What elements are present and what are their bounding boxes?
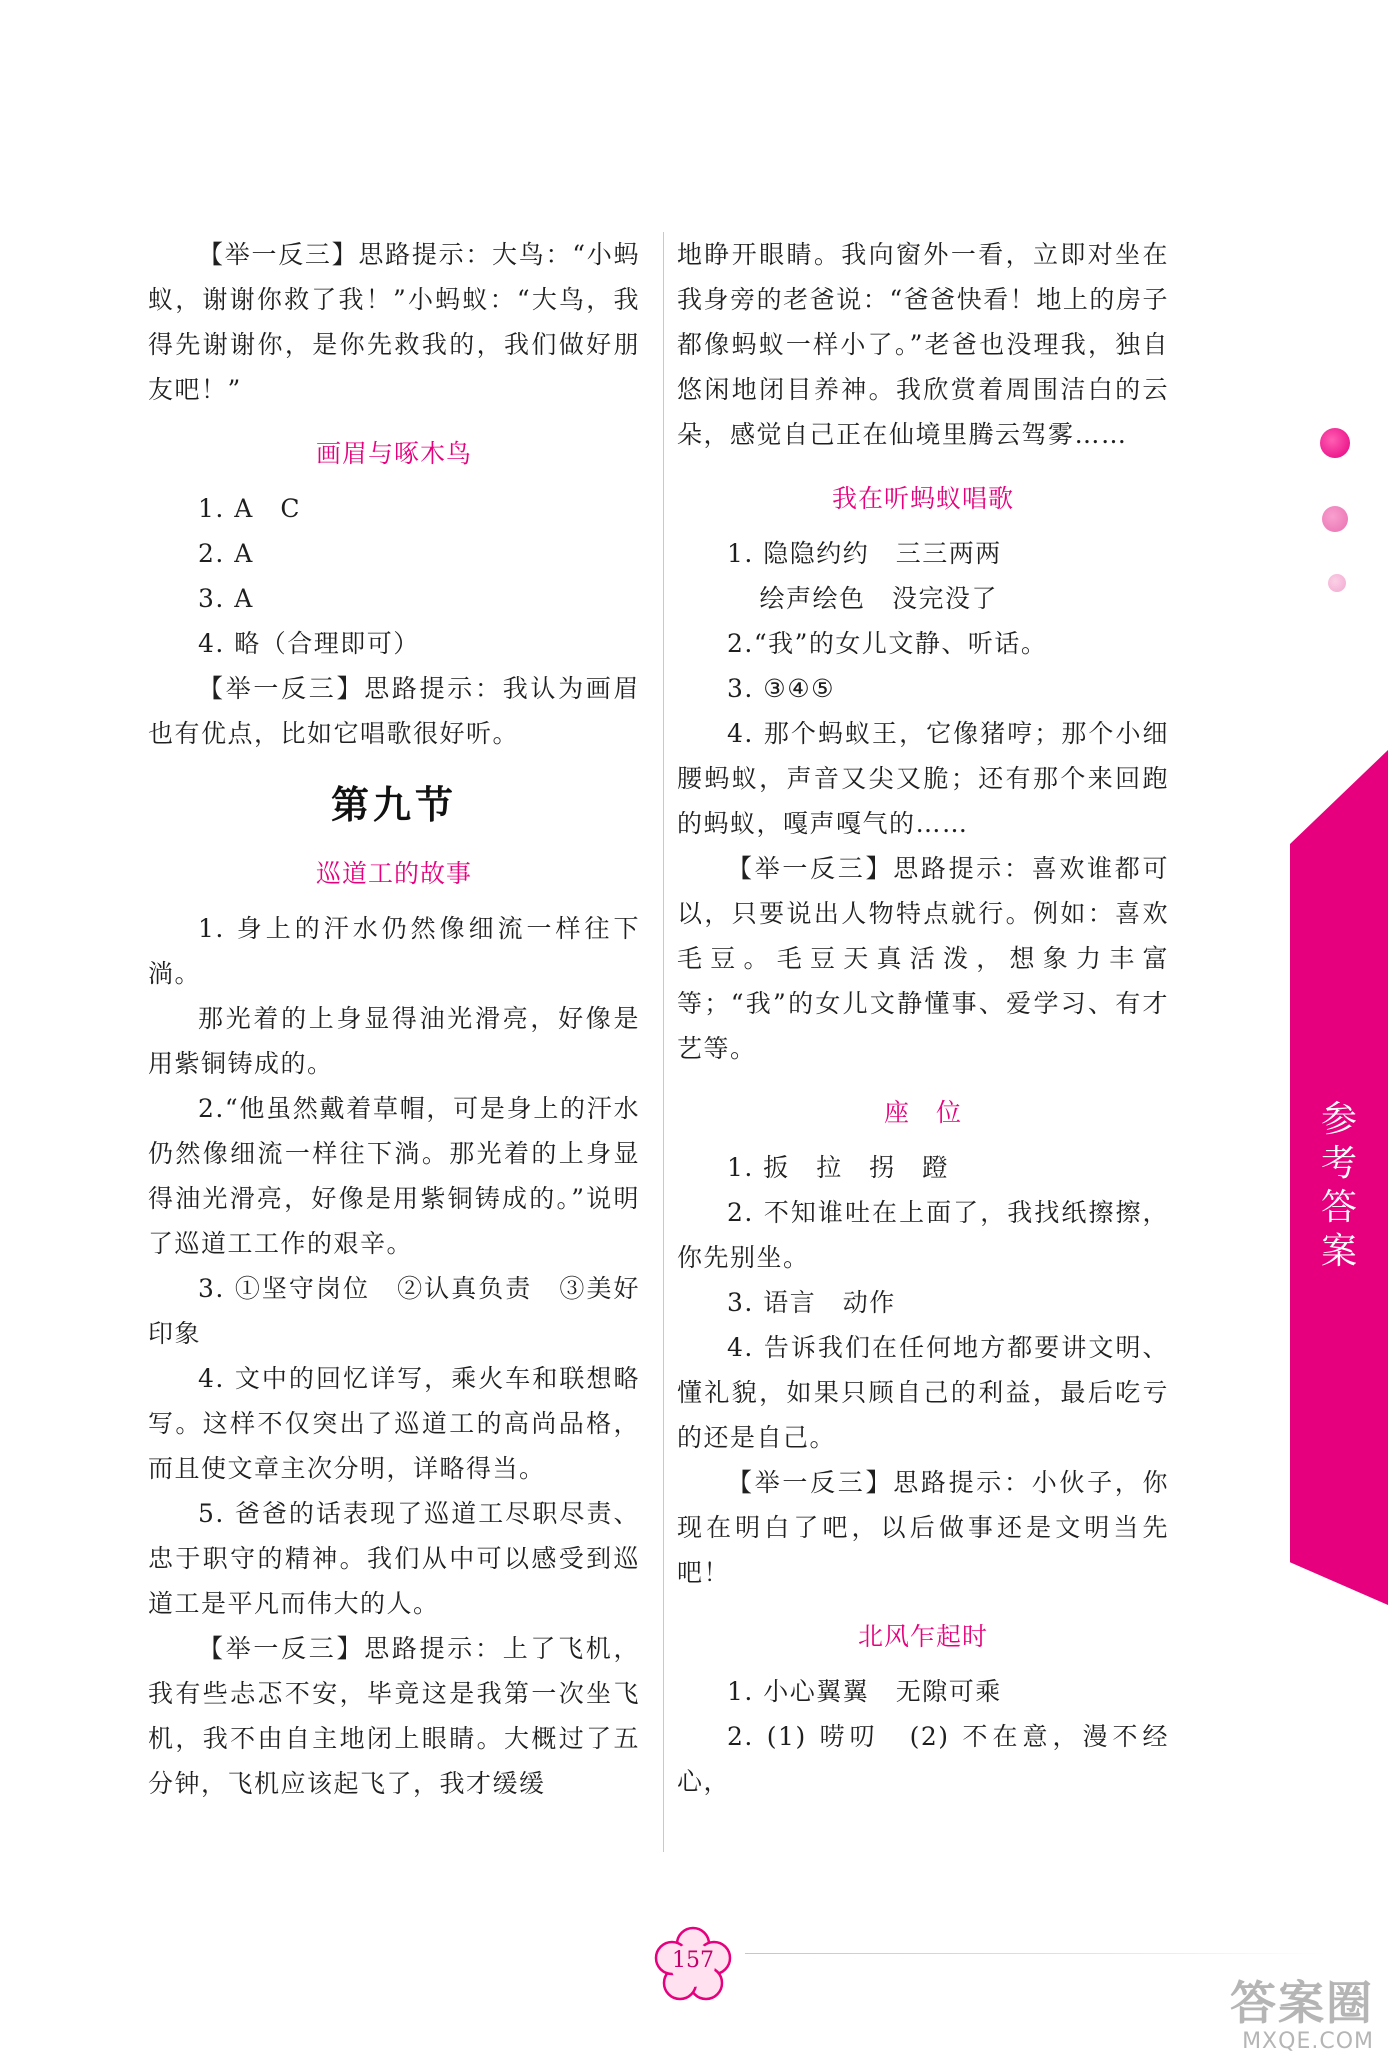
answer-paragraph: 地睁开眼睛。我向窗外一看，立即对坐在我身旁的老爸说：“爸爸快看！地上的房子都像蚂蚁一样小了。”老爸也没理我，独自悠闲地闭目养神。我欣赏着周围洁白的云朵，感觉自己正在仙境里腾云驾雾……: [677, 240, 1169, 449]
answer-paragraph: 2.“我”的女儿文静、听话。: [727, 629, 1048, 658]
answer-paragraph: 1. 隐隐约约 三三两两: [727, 539, 1002, 568]
answer-paragraph: 2. 不知谁吐在上面了，我找纸擦擦，你先别坐。: [677, 1198, 1169, 1272]
answer-paragraph: 4. 文中的回忆详写，乘火车和联想略写。这样不仅突出了巡道工的高尚品格，而且使文章主次分明，详略得当。: [148, 1364, 640, 1483]
answer-paragraph: 绘声绘色 没完没了: [759, 584, 999, 613]
answer-paragraph: 【举一反三】思路提示：我认为画眉也有优点，比如它唱歌很好听。: [148, 674, 640, 748]
chapter-title: 第九节: [330, 783, 457, 827]
answer-paragraph: 5. 爸爸的话表现了巡道工尽职尽责、忠于职守的精神。我们从中可以感受到巡道工是平凡而伟大的人。: [148, 1499, 640, 1618]
section-heading: 北风乍起时: [857, 1622, 988, 1651]
page-number-badge: [650, 1925, 736, 2003]
watermark: [1230, 1977, 1374, 2055]
watermark-title: 答案圈: [1230, 1976, 1374, 2030]
decorative-dot-medium: [1322, 506, 1348, 532]
answer-paragraph: 1. 扳 拉 拐 蹬: [727, 1153, 949, 1182]
side-tab-label: 参考答案: [1320, 1099, 1357, 1272]
left-column: [148, 232, 640, 1806]
answer-paragraph: 2. (1) 唠叨 (2) 不在意，漫不经心，: [677, 1722, 1169, 1796]
answer-paragraph: 1. A C: [198, 494, 301, 523]
decorative-dot-small: [1328, 574, 1346, 592]
answer-paragraph: 2.“他虽然戴着草帽，可是身上的汗水仍然像细流一样往下淌。那光着的上身显得油光滑亮，好像是用紫铜铸成的。”说明了巡道工工作的艰辛。: [148, 1094, 640, 1258]
section-heading: 座 位: [883, 1098, 962, 1127]
answer-paragraph: 【举一反三】思路提示：上了飞机，我有些忐忑不安，毕竟这是我第一次坐飞机，我不由自主地闭上眼睛。大概过了五分钟，飞机应该起飞了，我才缓缓: [148, 1634, 640, 1798]
section-heading: 我在听蚂蚁唱歌: [831, 484, 1014, 513]
answer-paragraph: 4. 告诉我们在任何地方都要讲文明、懂礼貌，如果只顾自己的利益，最后吃亏的还是自己。: [677, 1333, 1169, 1452]
answer-paragraph: 3. ③④⑤: [727, 674, 836, 703]
answer-paragraph: 4. 略（合理即可）: [198, 629, 420, 658]
decorative-dot-large: [1320, 428, 1350, 458]
answer-paragraph: 3. ①坚守岗位 ②认真负责 ③美好印象: [148, 1274, 640, 1348]
answer-paragraph: 【举一反三】思路提示：小伙子，你现在明白了吧，以后做事还是文明当先吧！: [677, 1468, 1169, 1587]
watermark-url: MXQE.COM: [1242, 2029, 1374, 2054]
answer-paragraph: 2. A: [198, 539, 254, 568]
section-heading: 巡道工的故事: [315, 859, 472, 888]
answer-paragraph: 3. 语言 动作: [727, 1288, 896, 1317]
answer-paragraph: 1. 小心翼翼 无隙可乘: [727, 1677, 1002, 1706]
answer-paragraph: 【举一反三】思路提示：大鸟：“小蚂蚁，谢谢你救了我！”小蚂蚁：“大鸟，我得先谢谢你，是你先救我的，我们做好朋友吧！”: [148, 240, 640, 404]
column-divider: [663, 232, 664, 1852]
page-number: 157: [672, 1948, 714, 1973]
right-column: [677, 232, 1169, 1804]
answer-paragraph: 那光着的上身显得油光滑亮，好像是用紫铜铸成的。: [148, 1004, 640, 1078]
footer-rule: [745, 1953, 1325, 1954]
answer-paragraph: 1. 身上的汗水仍然像细流一样往下淌。: [148, 914, 640, 988]
answer-paragraph: 【举一反三】思路提示：喜欢谁都可以，只要说出人物特点就行。例如：喜欢毛豆。毛豆天真活泼，想象力丰富等；“我”的女儿文静懂事、爱学习、有才艺等。: [677, 854, 1169, 1063]
section-heading: 画眉与啄木鸟: [315, 439, 472, 468]
answer-paragraph: 3. A: [198, 584, 254, 613]
answer-paragraph: 4. 那个蚂蚁王，它像猪哼；那个小细腰蚂蚁，声音又尖又脆；还有那个来回跑的蚂蚁，嘎声嘎气的……: [677, 719, 1169, 838]
